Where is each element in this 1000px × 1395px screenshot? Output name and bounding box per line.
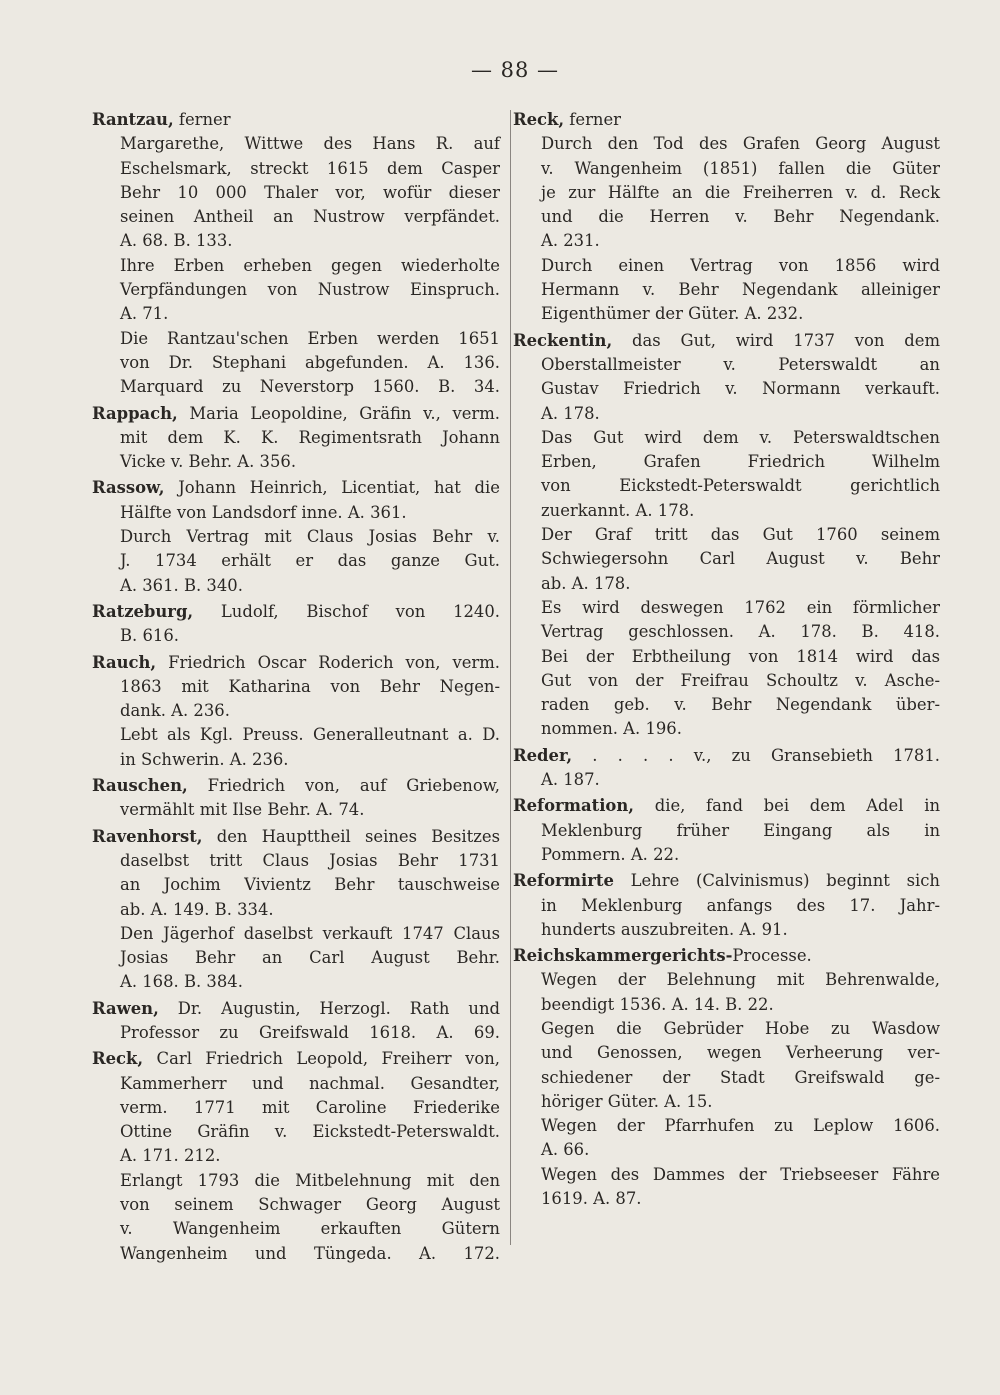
entry-headword: Reck, — [92, 1049, 144, 1069]
entry-line — [92, 450, 500, 474]
entry-line — [513, 1187, 940, 1211]
entry-line — [92, 327, 500, 351]
entry-line — [92, 774, 500, 798]
entry-line — [92, 1242, 500, 1266]
entry-line — [92, 699, 500, 723]
entry-text: von Dr. Stephani abgefunden. A. 136. — [120, 352, 500, 372]
entry-headword: Rauch, — [92, 652, 157, 672]
entry-line — [513, 450, 940, 474]
index-entry — [92, 108, 500, 400]
entry-line — [513, 1017, 940, 1041]
entry-text: A. 71. — [120, 304, 169, 324]
entry-line — [513, 377, 940, 401]
index-entry — [92, 997, 500, 1046]
entry-line — [92, 351, 500, 375]
entry-text: Carl Friedrich Leopold, Freiherr von, — [143, 1049, 500, 1069]
entry-text: Das Gut wird dem v. Peterswaldtschen — [541, 427, 940, 447]
entry-line — [92, 1120, 500, 1144]
index-entry — [513, 329, 940, 742]
entry-text: je zur Hälfte an die Freiherren v. d. Reck — [541, 182, 940, 202]
entry-text: Friedrich von, auf Griebenow, — [187, 776, 500, 796]
entry-line — [513, 993, 940, 1017]
entry-line — [513, 572, 940, 596]
entry-text: beendigt 1536. A. 14. B. 22. — [541, 994, 774, 1014]
entry-text: Josias Behr an Carl August Behr. — [120, 948, 500, 968]
entry-text: Processe. — [732, 946, 812, 966]
entry-line — [513, 968, 940, 992]
entry-line — [92, 375, 500, 399]
entry-line — [92, 157, 500, 181]
entry-text: Eigenthümer der Güter. A. 232. — [541, 304, 804, 324]
entry-line — [513, 1041, 940, 1065]
entry-text: Der Graf tritt das Gut 1760 seinem — [541, 525, 940, 545]
entry-text: Margarethe, Wittwe des Hans R. auf — [120, 134, 500, 154]
entry-line — [92, 229, 500, 253]
entry-line — [92, 1072, 500, 1096]
entry-headword: Reichskammergerichts- — [513, 946, 733, 966]
entry-line — [513, 1138, 940, 1162]
entry-text: in Meklenburg anfangs des 17. Jahr- — [541, 895, 940, 915]
entry-text: Verpfändungen von Nustrow Einspruch. — [120, 280, 500, 300]
entry-line — [92, 873, 500, 897]
entry-line — [92, 1217, 500, 1241]
entry-text: vermählt mit Ilse Behr. A. 74. — [120, 800, 365, 820]
entry-line — [513, 1066, 940, 1090]
entry-line — [513, 1163, 940, 1187]
entry-text: Eschelsmark, streckt 1615 dem Casper — [120, 158, 500, 178]
entry-text: Lehre (Calvinismus) beginnt sich — [613, 871, 940, 891]
entry-line — [92, 426, 500, 450]
right-column — [513, 108, 940, 1213]
index-entry — [92, 825, 500, 995]
entry-text: A. 231. — [541, 231, 600, 251]
entry-line — [513, 744, 940, 768]
entry-line — [92, 748, 500, 772]
entry-text: A. 178. — [541, 403, 600, 423]
index-entry — [513, 794, 940, 867]
entry-text: v. Wangenheim (1851) fallen die Güter — [541, 158, 940, 178]
entry-line — [92, 205, 500, 229]
entry-text: Wegen der Pfarrhufen zu Leplow 1606. — [541, 1116, 940, 1136]
entry-text: ferner — [564, 110, 621, 129]
entry-text: Maria Leopoldine, Gräfin v., verm. — [177, 403, 500, 423]
entry-text: dank. A. 236. — [120, 701, 230, 721]
entry-text: den Haupttheil seines Besitzes — [202, 826, 500, 846]
entry-line — [513, 132, 940, 156]
index-entry — [513, 869, 940, 942]
entry-line — [513, 869, 940, 893]
entry-text: J. 1734 erhält er das ganze Gut. — [120, 551, 500, 571]
entry-text: Ludolf, Bischof von 1240. — [193, 601, 500, 621]
entry-line — [92, 1144, 500, 1168]
entry-line — [92, 254, 500, 278]
entry-text: raden geb. v. Behr Negendank über- — [541, 695, 940, 715]
entry-line — [92, 651, 500, 675]
entry-text: Durch einen Vertrag von 1856 wird — [541, 255, 940, 275]
entry-line — [513, 278, 940, 302]
entry-text: B. 616. — [120, 626, 179, 646]
entry-text: Pommern. A. 22. — [541, 844, 680, 864]
entry-line — [513, 402, 940, 426]
entry-text: Vicke v. Behr. A. 356. — [120, 452, 297, 472]
entry-line — [513, 717, 940, 741]
entry-line — [92, 1096, 500, 1120]
entry-text: Meklenburg früher Eingang als in — [541, 820, 940, 840]
entry-line — [92, 922, 500, 946]
entry-line — [92, 525, 500, 549]
entry-headword: Rantzau, — [92, 110, 174, 129]
entry-line — [513, 229, 940, 253]
entry-text: 1863 mit Katharina von Behr Negen- — [120, 676, 500, 696]
entry-line — [513, 693, 940, 717]
entry-line — [92, 1169, 500, 1193]
entry-line — [92, 600, 500, 624]
entry-text: Hermann v. Behr Negendank alleiniger — [541, 280, 940, 300]
entry-line — [513, 426, 940, 450]
entry-text: Vertrag geschlossen. A. 178. B. 418. — [541, 622, 940, 642]
entry-line — [513, 205, 940, 229]
entry-text: Lebt als Kgl. Preuss. Generalleutnant a. D. — [120, 725, 500, 745]
entry-line — [513, 669, 940, 693]
entry-line — [513, 819, 940, 843]
entry-text: Oberstallmeister v. Peterswaldt an — [541, 354, 940, 374]
entry-line — [92, 675, 500, 699]
entry-line — [92, 849, 500, 873]
entry-headword: Reder, — [513, 745, 573, 765]
entry-headword: Rauschen, — [92, 776, 188, 796]
entry-line — [92, 624, 500, 648]
entry-line — [92, 501, 500, 525]
entry-text: A. 187. — [541, 770, 600, 790]
entry-text: Gegen die Gebrüder Hobe zu Wasdow — [541, 1018, 940, 1038]
entry-text: von Eickstedt-Peterswaldt gerichtlich — [541, 476, 940, 496]
entry-text: mit dem K. K. Regimentsrath Johann — [120, 427, 500, 447]
entry-text: Durch Vertrag mit Claus Josias Behr v. — [120, 527, 500, 547]
entry-text: Ihre Erben erheben gegen wiederholte — [120, 255, 500, 275]
entry-line — [513, 645, 940, 669]
entry-text: Es wird deswegen 1762 ein förmlicher — [541, 597, 940, 617]
entry-text: Erben, Grafen Friedrich Wilhelm — [541, 452, 940, 472]
entry-line — [513, 302, 940, 326]
entry-line — [92, 181, 500, 205]
entry-line — [513, 944, 940, 968]
entry-text: das Gut, wird 1737 von dem — [612, 330, 940, 350]
entry-line — [513, 353, 940, 377]
entry-text: Behr 10 000 Thaler vor, wofür dieser — [120, 182, 500, 202]
entry-line — [513, 620, 940, 644]
entry-text: Dr. Augustin, Herzogl. Rath und — [158, 998, 500, 1018]
entry-line — [92, 825, 500, 849]
entry-text: Friedrich Oscar Roderich von, verm. — [156, 652, 500, 672]
entry-line — [92, 574, 500, 598]
entry-text: und Genossen, wegen Verheerung ver- — [541, 1043, 940, 1063]
entry-text: v. Wangenheim erkauften Gütern — [120, 1219, 500, 1239]
entry-text: Kammerherr und nachmal. Gesandter, — [120, 1073, 500, 1093]
index-entry — [92, 476, 500, 597]
entry-text: an Jochim Vivientz Behr tauschweise — [120, 875, 500, 895]
entry-text: Durch den Tod des Grafen Georg August — [541, 134, 940, 154]
entry-text: A. 168. B. 384. — [120, 972, 243, 992]
entry-text: in Schwerin. A. 236. — [120, 749, 289, 769]
entry-line — [513, 157, 940, 181]
entry-line — [513, 547, 940, 571]
entry-text: Gut von der Freifrau Schoultz v. Asche- — [541, 670, 940, 690]
entry-line — [513, 181, 940, 205]
index-entry — [92, 651, 500, 772]
entry-text: Wangenheim und Tüngeda. A. 172. — [120, 1243, 500, 1263]
entry-line — [513, 1114, 940, 1138]
entry-text: höriger Güter. A. 15. — [541, 1091, 713, 1111]
entry-headword: Rappach, — [92, 403, 178, 423]
entry-line — [92, 997, 500, 1021]
entry-text: ab. A. 149. B. 334. — [120, 899, 274, 919]
entry-text: von seinem Schwager Georg August — [120, 1195, 500, 1215]
entry-text: Hälfte von Landsdorf inne. A. 361. — [120, 502, 407, 522]
entry-text: zuerkannt. A. 178. — [541, 500, 695, 520]
entry-line — [92, 132, 500, 156]
column-divider — [510, 110, 511, 1245]
entry-text: 1619. A. 87. — [541, 1189, 642, 1209]
entry-headword: Rawen, — [92, 998, 159, 1018]
entry-text: und die Herren v. Behr Negendank. — [541, 207, 940, 227]
entry-headword: Rassow, — [92, 478, 165, 498]
entry-text: Ottine Gräfin v. Eickstedt-Peterswaldt. — [120, 1122, 500, 1142]
entry-line — [513, 918, 940, 942]
entry-text: Marquard zu Neverstorp 1560. B. 34. — [120, 377, 500, 397]
entry-text: Bei der Erbtheilung von 1814 wird das — [541, 646, 940, 666]
entry-text: Wegen der Belehnung mit Behrenwalde, — [541, 970, 940, 990]
index-entry — [513, 744, 940, 793]
entry-headword: Reformirte — [513, 871, 614, 891]
entry-text: verm. 1771 mit Caroline Friederike — [120, 1097, 500, 1117]
entry-line — [92, 1047, 500, 1071]
entry-text: A. 171. 212. — [120, 1146, 221, 1166]
entry-text: Professor zu Greifswald 1618. A. 69. — [120, 1022, 500, 1042]
entry-line — [513, 596, 940, 620]
index-entry — [92, 1047, 500, 1266]
entry-line — [513, 329, 940, 353]
entry-text: A. 66. — [541, 1140, 590, 1160]
entry-line — [92, 946, 500, 970]
entry-line — [513, 794, 940, 818]
entry-text: ab. A. 178. — [541, 573, 631, 593]
entry-text: schiedener der Stadt Greifswald ge- — [541, 1067, 940, 1087]
entry-line — [92, 476, 500, 500]
entry-headword: Reck, — [513, 110, 565, 129]
entry-line — [513, 108, 940, 132]
index-entry — [513, 944, 940, 1211]
entry-line — [513, 523, 940, 547]
entry-text: nommen. A. 196. — [541, 719, 682, 739]
entry-text: Erlangt 1793 die Mitbelehnung mit den — [120, 1170, 500, 1190]
entry-text: Schwiegersohn Carl August v. Behr — [541, 549, 940, 569]
entry-text: Die Rantzau'schen Erben werden 1651 — [120, 328, 500, 348]
entry-text: hunderts auszubreiten. A. 91. — [541, 919, 788, 939]
entry-line — [92, 723, 500, 747]
entry-line — [92, 549, 500, 573]
index-entry — [92, 402, 500, 475]
entry-headword: Reckentin, — [513, 330, 613, 350]
entry-line — [92, 1021, 500, 1045]
entry-line — [513, 1090, 940, 1114]
entry-text: daselbst tritt Claus Josias Behr 1731 — [120, 850, 500, 870]
left-column — [92, 108, 500, 1268]
entry-line — [92, 898, 500, 922]
entry-text: seinen Antheil an Nustrow verpfändet. — [120, 207, 500, 227]
entry-line — [92, 798, 500, 822]
entry-text: . . . . v., zu Gransebieth 1781. — [572, 745, 940, 765]
entry-line — [92, 108, 500, 132]
entry-line — [513, 254, 940, 278]
entry-text: ferner — [173, 110, 231, 129]
entry-text: A. 68. B. 133. — [120, 231, 233, 251]
index-entry — [92, 774, 500, 823]
entry-line — [92, 278, 500, 302]
entry-line — [92, 402, 500, 426]
index-entry — [92, 600, 500, 649]
entry-headword: Ratzeburg, — [92, 601, 194, 621]
page-number: — 88 — — [470, 58, 560, 82]
entry-line — [513, 843, 940, 867]
entry-line — [513, 768, 940, 792]
entry-text: die, fand bei dem Adel in — [634, 796, 940, 816]
entry-text: Wegen des Dammes der Triebseeser Fähre — [541, 1164, 940, 1184]
entry-line — [92, 970, 500, 994]
entry-line — [513, 894, 940, 918]
entry-line — [92, 302, 500, 326]
entry-text: Johann Heinrich, Licentiat, hat die — [164, 478, 500, 498]
index-entry — [513, 108, 940, 327]
entry-text: Gustav Friedrich v. Normann verkauft. — [541, 379, 940, 399]
entry-headword: Reformation, — [513, 796, 634, 816]
entry-headword: Ravenhorst, — [92, 826, 203, 846]
entry-line — [92, 1193, 500, 1217]
entry-line — [513, 499, 940, 523]
entry-text: A. 361. B. 340. — [120, 575, 243, 595]
entry-line — [513, 474, 940, 498]
entry-text: Den Jägerhof daselbst verkauft 1747 Claus — [120, 923, 500, 943]
